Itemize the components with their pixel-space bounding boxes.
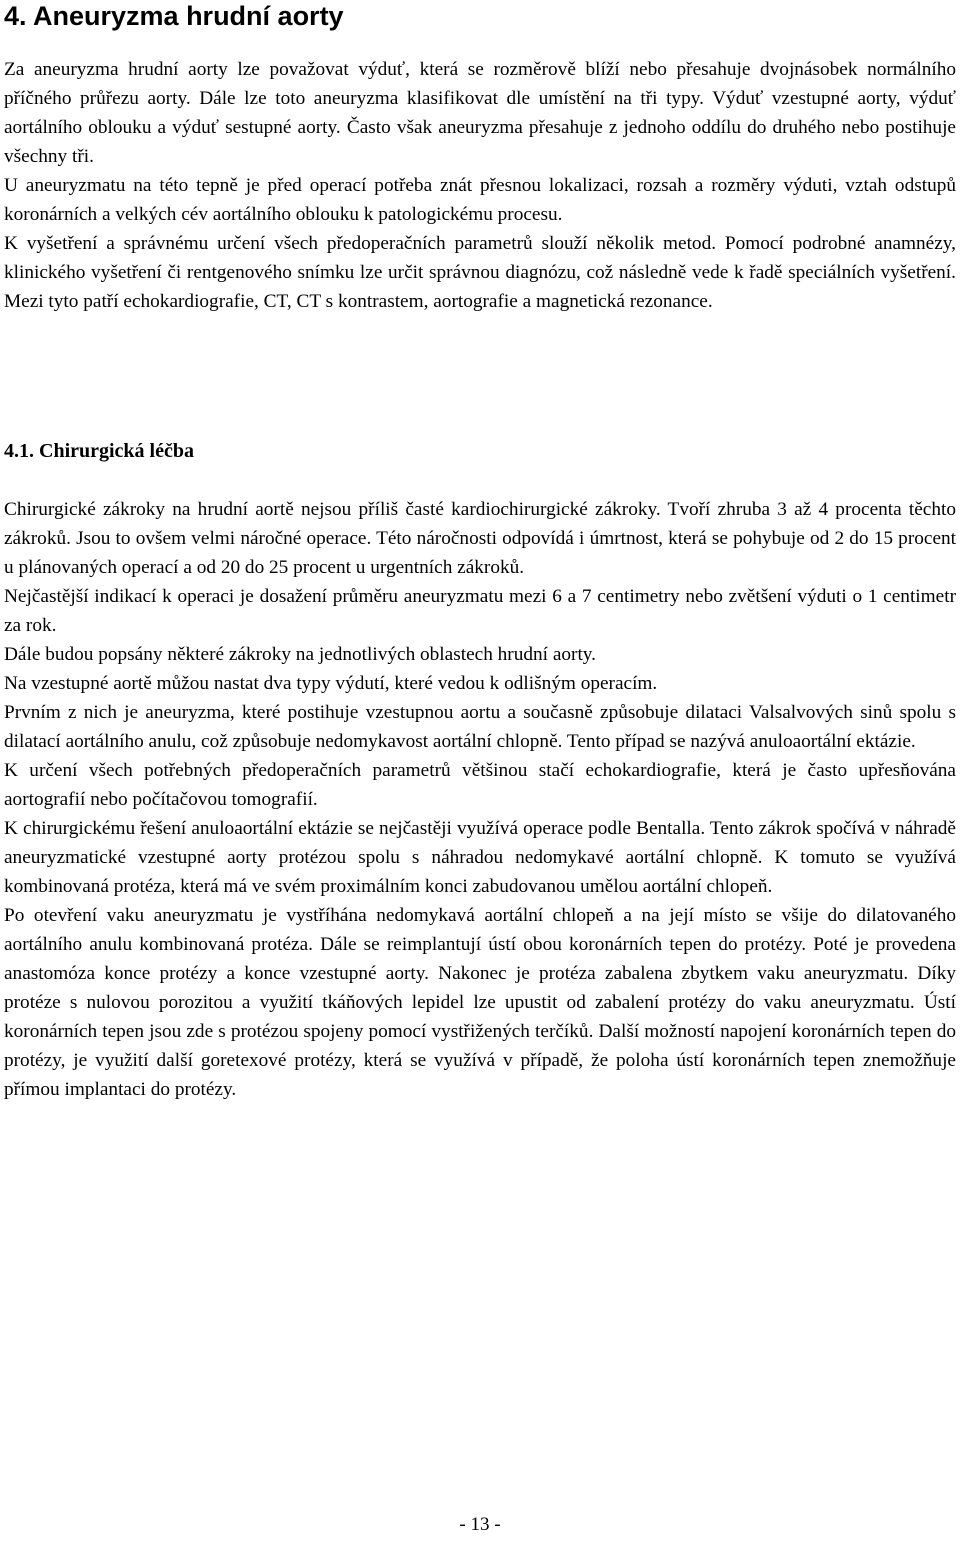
paragraph: K vyšetření a správnému určení všech předoperačních parametrů slouží několik metod. Pomocí podrobné anamnézy, klinického vyšetření či rentgenového snímku lze určit správnou diagnózu, což následně vede k řadě speciálních vyšetření. Mezi tyto patří echokardiografie, CT, CT s kontrastem, aortografie a magnetická rezonance.: [4, 233, 956, 312]
surgical-section: [4, 495, 956, 1104]
section-heading: 4.1. Chirurgická léčba: [4, 440, 194, 462]
chapter-heading: 4. Aneuryzma hrudní aorty: [4, 1, 344, 31]
paragraph: Za aneuryzma hrudní aorty lze považovat výduť, která se rozměrově blíží nebo přesahuje dvojnásobek normálního příčného průřezu aorty. Dále lze toto aneuryzma klasifikovat dle umístění na tři typy. Výduť vzestupné aorty, výduť aortálního oblouku a výduť sestupné aorty. Často však aneuryzma přesahuje z jednoho oddílu do druhého nebo postihuje všechny tři.: [4, 59, 956, 167]
paragraph: K určení všech potřebných předoperačních parametrů většinou stačí echokardiografie, která je často upřesňována aortografií nebo počítačovou tomografií.: [4, 760, 956, 810]
page-number: - 13 -: [459, 1514, 501, 1535]
paragraph: Nejčastější indikací k operaci je dosažení průměru aneuryzmatu mezi 6 a 7 centimetry nebo zvětšení výduti o 1 centimetr za rok.: [4, 586, 956, 636]
paragraph: Po otevření vaku aneuryzmatu je vystříhána nedomykavá aortální chlopeň a na její místo se všije do dilatovaného aortálního anulu kombinovaná protéza. Dále se reimplantují ústí obou koronárních tepen do protézy. Poté je provedena anastomóza konce protézy a konce vzestupné aorty. Nakonec je protéza zabalena zbytkem vaku aneuryzmatu. Díky protéze s nulovou porozitou a využití tkáňových lepidel lze upustit od zabalení protézy do vaku aneuryzmatu. Ústí koronárních tepen jsou zde s protézou spojeny pomocí vystřižených terčíků. Další možností napojení koronárních tepen do protézy, je využití další goretexové protézy, která se využívá v případě, že poloha ústí koronárních tepen znemožňuje přímou implantaci do protézy.: [4, 905, 956, 1100]
paragraph: Na vzestupné aortě můžou nastat dva typy výdutí, které vedou k odlišným operacím.: [4, 673, 658, 694]
paragraph: Dále budou popsány některé zákroky na jednotlivých oblastech hrudní aorty.: [4, 644, 597, 665]
paragraph: Prvním z nich je aneuryzma, které postihuje vzestupnou aortu a současně způsobuje dilataci Valsalvových sinů spolu s dilatací aortálního anulu, což způsobuje nedomykavost aortální chlopně. Tento případ se nazývá anuloaortální ektázie.: [4, 702, 956, 752]
paragraph: Chirurgické zákroky na hrudní aortě nejsou příliš časté kardiochirurgické zákroky. Tvoří zhruba 3 až 4 procenta těchto zákroků. Jsou to ovšem velmi náročné operace. Této náročnosti odpovídá i úmrtnost, která se pohybuje od 2 do 15 procent u plánovaných operací a od 20 do 25 procent u urgentních zákroků.: [4, 499, 956, 578]
intro-section: [4, 55, 956, 316]
subheading-block: [4, 437, 956, 466]
paragraph: U aneuryzmatu na této tepně je před operací potřeba znát přesnou lokalizaci, rozsah a rozměry výduti, vztah odstupů koronárních a velkých cév aortálního oblouku k patologickému procesu.: [4, 175, 956, 225]
paragraph: K chirurgickému řešení anuloaortální ektázie se nejčastěji využívá operace podle Bentalla. Tento zákrok spočívá v náhradě aneuryzmatické vzestupné aorty protézou spolu s náhradou nedomykavé aortální chlopně. K tomuto se využívá kombinovaná protéza, která má ve svém proximálním konci zabudovanou umělou aortální chlopeň.: [4, 818, 956, 897]
